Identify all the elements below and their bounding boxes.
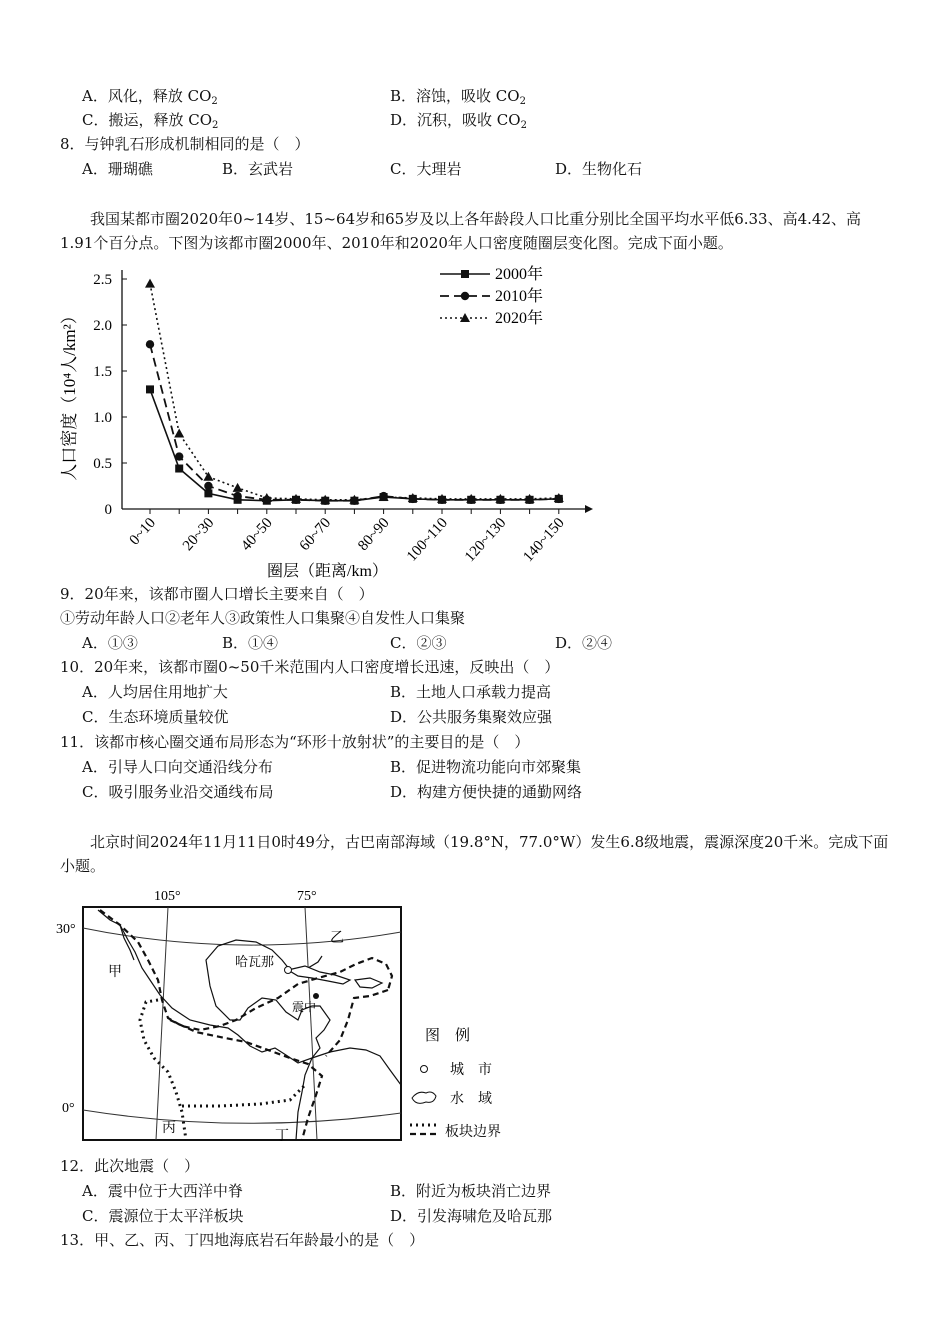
legend-water-label: 水 域 xyxy=(450,1092,492,1107)
lat-label-30: 30° xyxy=(56,922,76,937)
q10-option-b: B．土地人口承载力提高 xyxy=(390,683,552,701)
q8-option-d: D．生物化石 xyxy=(555,160,643,178)
legend-water-symbol xyxy=(412,1092,436,1103)
lat-label-0: 0° xyxy=(62,1101,75,1116)
q7-option-c: C．搬运，释放 $CO_2$ xyxy=(82,111,219,131)
q9-items: ①劳动年龄人口②老年人③政策性人口集聚④自发性人口集聚 xyxy=(60,609,466,627)
x-tick-label: 0~10 xyxy=(126,514,159,549)
legend-marker-2010年 xyxy=(461,292,469,300)
legend-city-symbol xyxy=(421,1066,428,1073)
q11-option-d: D．构建方便快捷的通勤网络 xyxy=(390,783,583,801)
population-density-chart xyxy=(55,262,600,582)
data-point-2020年 xyxy=(203,472,213,481)
legend-label: 2020年 xyxy=(495,310,544,327)
q9-option-c: C．②③ xyxy=(390,634,447,652)
legend-label: 2010年 xyxy=(495,288,544,305)
data-point-2000年 xyxy=(146,385,154,393)
plate-boundary-dotted xyxy=(140,1000,306,1140)
havana-label: 哈瓦那 xyxy=(235,954,275,969)
x-tick-label: 120~130 xyxy=(461,514,510,566)
plate-boundary-dashed-east xyxy=(326,990,388,1056)
q10-option-d: D．公共服务集聚效应强 xyxy=(390,708,553,726)
y-tick-label: 2.5 xyxy=(93,272,112,288)
plate-boundary-dashed-north xyxy=(100,910,392,1140)
q11-option-a: A．引导人口向交通沿线分布 xyxy=(82,758,273,776)
epicenter-marker xyxy=(313,993,319,999)
q9-option-b: B．①④ xyxy=(222,634,279,652)
data-point-2010年 xyxy=(204,482,212,490)
q11-stem: 11．该都市核心圈交通布局形态为“环形十放射状”的主要目的是（ ） xyxy=(60,733,530,751)
x-tick-label: 80~90 xyxy=(355,514,393,555)
y-tick-label: 0 xyxy=(104,502,112,518)
q10-stem: 10．20年来，该都市圈0~50千米范围内人口密度增长迅速，反映出（ ） xyxy=(60,658,560,676)
x-tick-label: 100~110 xyxy=(403,514,451,565)
q8-option-a: A．珊瑚礁 xyxy=(82,160,153,178)
data-point-2010年 xyxy=(175,452,183,460)
caribbean-plate-map xyxy=(50,880,530,1150)
intro-paragraph-1: 我国某都市圈2020年0~14岁、15~64岁和65岁及以上各年龄段人口比重分别比全国平均水平低6.33、高4.42、高1.91个百分点。下图为该都市圈2000年、2010年和2020年人口密度随圈层变化图。完成下面小题。 xyxy=(60,210,862,252)
q10-option-a: A．人均居住用地扩大 xyxy=(82,683,228,701)
label-ding: 丁 xyxy=(275,1129,289,1144)
q12-stem: 12．此次地震（ ） xyxy=(60,1157,200,1175)
q11-option-c: C．吸引服务业沿交通线布局 xyxy=(82,783,274,801)
data-point-2010年 xyxy=(233,492,241,500)
q13-stem: 13．甲、乙、丙、丁四地海底岩石年龄最小的是（ ） xyxy=(60,1231,425,1249)
x-axis-title: 圈层（距离/km） xyxy=(267,563,388,580)
legend-marker-2000年 xyxy=(461,270,469,278)
data-point-2020年 xyxy=(174,429,184,438)
intro-paragraph-2: 北京时间2024年11月11日0时49分，古巴南部海域（19.8°N，77.0°W）发生6.8级地震，震源深度20千米。完成下面小题。 xyxy=(60,833,889,875)
legend-boundary-label: 板块边界 xyxy=(445,1125,501,1140)
legend-city-label: 城 市 xyxy=(450,1063,492,1078)
x-tick-label: 60~70 xyxy=(296,514,335,555)
q12-option-d: D．引发海啸危及哈瓦那 xyxy=(390,1207,553,1225)
q12-option-a: A．震中位于大西洋中脊 xyxy=(82,1182,243,1200)
q7-option-d: D．沉积，吸收 $CO_2$ xyxy=(390,111,527,131)
longitude-75-line xyxy=(305,907,317,1140)
legend-title: 图 例 xyxy=(425,1028,471,1044)
q9-stem: 9．20年来，该都市圈人口增长主要来自（ ） xyxy=(60,585,374,603)
havana-city-marker xyxy=(285,967,292,974)
data-point-2020年 xyxy=(145,279,155,288)
q8-stem: 8．与钟乳石形成机制相同的是（ ） xyxy=(60,135,310,153)
q8-option-b: B．玄武岩 xyxy=(222,160,294,178)
q12-option-c: C．震源位于太平洋板块 xyxy=(82,1207,244,1225)
data-point-2000年 xyxy=(175,465,183,473)
x-axis-arrow xyxy=(585,505,593,513)
longitude-105-line xyxy=(156,907,168,1140)
q7-option-a: A．风化，释放 $CO_2$ xyxy=(82,87,218,107)
label-yi: 乙 xyxy=(330,931,344,946)
q8-option-c: C．大理岩 xyxy=(390,160,462,178)
q12-option-b: B．附近为板块消亡边界 xyxy=(390,1182,552,1200)
epicenter-label: 震中 xyxy=(292,1000,317,1014)
legend-label: 2000年 xyxy=(495,266,544,283)
south-america-coast xyxy=(296,1048,401,1140)
y-axis-title: 人口密度（10⁴人/km²） xyxy=(60,307,79,481)
x-tick-label: 140~150 xyxy=(520,514,568,566)
label-bing: 丙 xyxy=(162,1121,176,1136)
data-point-2020年 xyxy=(233,483,243,492)
x-tick-label: 20~30 xyxy=(179,514,218,555)
cuba-island xyxy=(288,966,350,984)
q9-option-d: D．②④ xyxy=(555,634,613,652)
hispaniola-island xyxy=(355,978,382,988)
lon-label-75: 75° xyxy=(297,889,317,904)
y-tick-label: 0.5 xyxy=(93,456,112,472)
x-tick-label: 40~50 xyxy=(238,514,276,555)
latitude-0-line xyxy=(83,1110,401,1123)
q7-option-b: B．溶蚀，吸收 $CO_2$ xyxy=(390,87,526,107)
lon-label-105: 105° xyxy=(154,889,181,904)
q10-option-c: C．生态环境质量较优 xyxy=(82,708,229,726)
y-tick-label: 1.5 xyxy=(93,364,112,380)
label-jia: 甲 xyxy=(108,965,122,980)
data-point-2000年 xyxy=(204,489,212,497)
q11-option-b: B．促进物流功能向市郊聚集 xyxy=(390,758,582,776)
y-tick-label: 1.0 xyxy=(93,410,112,426)
q9-option-a: A．①③ xyxy=(82,634,138,652)
data-point-2010年 xyxy=(146,340,154,348)
y-tick-label: 2.0 xyxy=(93,318,112,334)
